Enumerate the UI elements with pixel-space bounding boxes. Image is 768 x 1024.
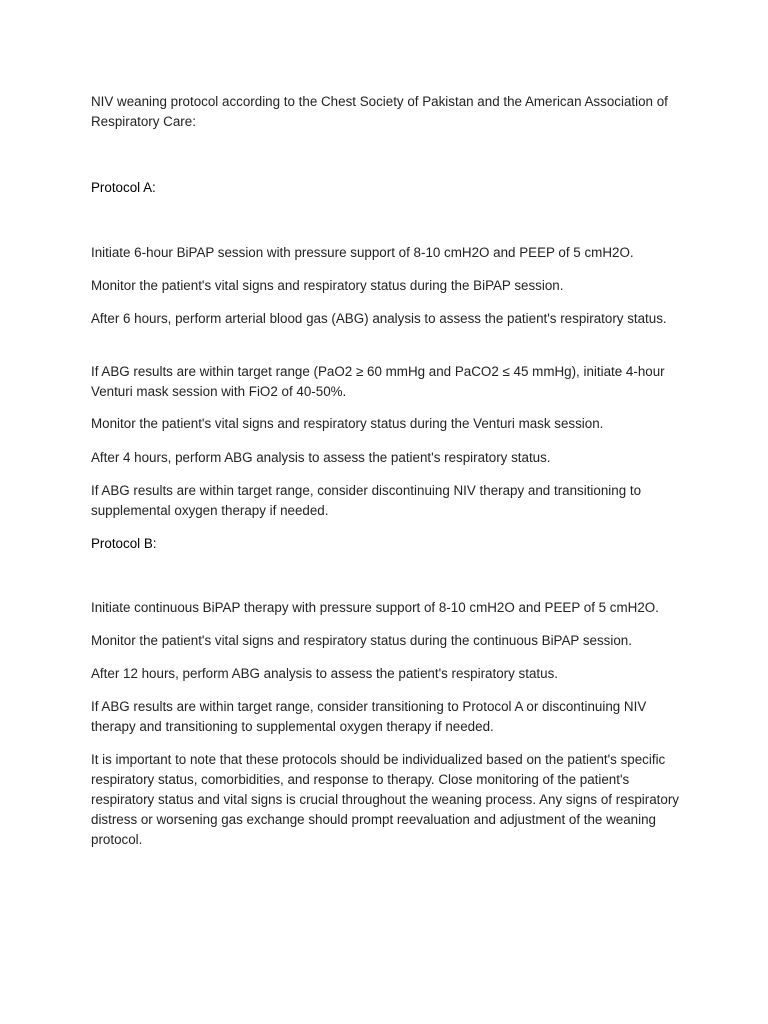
protocol-a-step-6: After 4 hours, perform ABG analysis to assess the patient's respiratory status. bbox=[91, 450, 551, 465]
protocol-b-step-3: After 12 hours, perform ABG analysis to assess the patient's respiratory status. bbox=[91, 666, 558, 681]
protocol-b-heading: Protocol B: bbox=[91, 536, 157, 551]
protocol-a-step-4: If ABG results are within target range (PaO2 ≥ 60 mmHg and PaCO2 ≤ 45 mmHg), initiate 4-hour Venturi mask session with FiO2 of 40-50%. bbox=[91, 364, 665, 399]
protocol-a-step-3: After 6 hours, perform arterial blood gas (ABG) analysis to assess the patient's respiratory status. bbox=[91, 311, 667, 326]
protocol-a-step-7: If ABG results are within target range, consider discontinuing NIV therapy and transitioning to supplemental oxygen therapy if needed. bbox=[91, 483, 642, 518]
intro-paragraph: NIV weaning protocol according to the Chest Society of Pakistan and the American Association of Respiratory Care: bbox=[91, 94, 668, 129]
protocol-a-heading: Protocol A: bbox=[91, 180, 156, 195]
protocol-b-step-4: If ABG results are within target range, consider transitioning to Protocol A or discontinuing NIV therapy and transitioning to supplemental oxygen therapy if needed. bbox=[91, 699, 647, 734]
protocol-a-step-5: Monitor the patient's vital signs and respiratory status during the Venturi mask session. bbox=[91, 416, 604, 431]
protocol-b-step-1: Initiate continuous BiPAP therapy with pressure support of 8-10 cmH2O and PEEP of 5 cmH2O. bbox=[91, 600, 659, 615]
protocol-a-step-1: Initiate 6-hour BiPAP session with pressure support of 8-10 cmH2O and PEEP of 5 cmH2O. bbox=[91, 245, 634, 260]
closing-note: It is important to note that these protocols should be individualized based on the patient's specific respiratory status, comorbidities, and response to therapy. Close monitoring of the patient's respiratory status and vital signs is crucial throughout the weaning process. Any signs of respiratory distress or worsening gas exchange should prompt reevaluation and adjustment of the weaning protocol. bbox=[91, 752, 679, 847]
protocol-a-step-2: Monitor the patient's vital signs and respiratory status during the BiPAP session. bbox=[91, 278, 564, 293]
protocol-b-step-2: Monitor the patient's vital signs and respiratory status during the continuous BiPAP session. bbox=[91, 633, 632, 648]
